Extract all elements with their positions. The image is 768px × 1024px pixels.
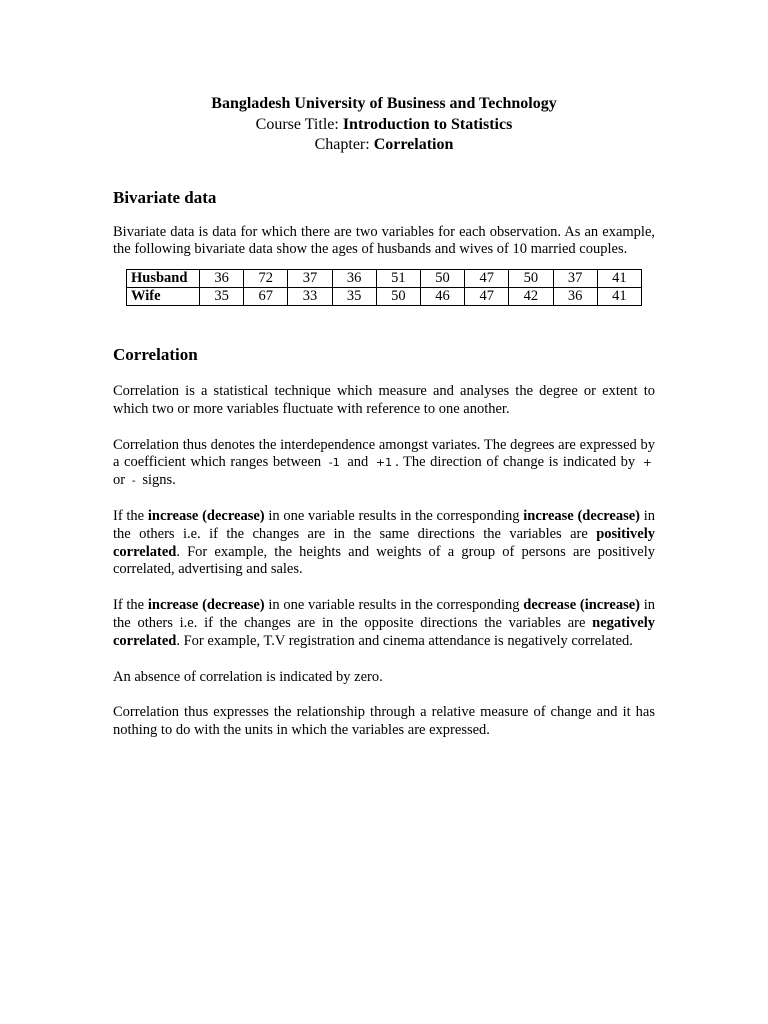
bivariate-heading: Bivariate data xyxy=(113,187,217,207)
course-title-line xyxy=(113,115,655,136)
absence-of-correlation-paragraph: An absence of correlation is indicated by zero. xyxy=(113,668,383,685)
correlation-degree-paragraph xyxy=(113,437,655,490)
chapter-label: Chapter: xyxy=(314,136,374,153)
bivariate-table xyxy=(126,269,642,306)
table-cell: 47 xyxy=(465,270,509,288)
table-cell: 37 xyxy=(553,270,597,288)
chapter-line xyxy=(113,135,655,156)
positive-text-1: If the xyxy=(113,508,148,525)
table-row-label: Wife xyxy=(127,288,200,306)
table-cell: 33 xyxy=(288,288,332,306)
degree-text-2: and xyxy=(342,454,373,471)
table-cell: 67 xyxy=(244,288,288,306)
negative-text-1: If the xyxy=(113,597,148,614)
plus-sign-symbol: + xyxy=(642,456,652,470)
course-title: Introduction to Statistics xyxy=(342,115,513,133)
table-cell: 41 xyxy=(597,270,641,288)
course-title-label: Course Title: xyxy=(255,115,343,133)
minus-sign-symbol: - xyxy=(131,474,136,488)
positive-correlation-paragraph xyxy=(113,508,655,579)
negative-text-2: in one variable results in the corresponding xyxy=(264,597,524,614)
positive-text-4: . For example, the heights and weights of a group of persons are positively correlated, advertising and sales. xyxy=(113,543,655,578)
plus-one-symbol: +1 xyxy=(375,456,393,470)
negative-text-4: . For example, T.V registration and cinema attendance is negatively correlated. xyxy=(176,632,633,649)
negative-bold-3: negatively correlated xyxy=(113,615,655,649)
table-cell: 35 xyxy=(200,288,244,306)
negative-bold-1: increase (decrease) xyxy=(147,597,265,614)
table-cell: 35 xyxy=(332,288,376,306)
correlation-definition-paragraph: Correlation is a statistical technique which measure and analyses the degree or extent to which two or more variables fluctuate with reference to one another. xyxy=(113,383,655,417)
degree-text-1: Correlation thus denotes the interdependence amongst variates. The degrees are expressed by a coefficient which ranges between xyxy=(113,436,655,471)
table-cell: 42 xyxy=(509,288,553,306)
table-cell: 36 xyxy=(553,288,597,306)
table-cell: 46 xyxy=(420,288,464,306)
table-cell: 36 xyxy=(200,270,244,288)
negative-correlation-paragraph xyxy=(113,597,655,650)
table-cell: 37 xyxy=(288,270,332,288)
table-cell: 47 xyxy=(465,288,509,306)
table-row xyxy=(127,288,642,306)
table-cell: 41 xyxy=(597,288,641,306)
bivariate-paragraph: Bivariate data is data for which there are two variables for each observation. As an example, the following bivariate data show the ages of husbands and wives of 10 married couples. xyxy=(113,223,655,258)
positive-bold-2: increase (decrease) xyxy=(523,508,640,525)
positive-bold-3: positively correlated xyxy=(113,525,655,560)
table-cell: 50 xyxy=(420,270,464,288)
document-header xyxy=(113,94,655,156)
correlation-heading: Correlation xyxy=(113,345,198,365)
positive-text-2: in one variable results in the corresponding xyxy=(264,508,524,525)
degree-text-3: . The direction of change is indicated by xyxy=(395,454,640,471)
document-page xyxy=(113,94,655,740)
table-row-label: Husband xyxy=(127,270,200,288)
chapter-title: Correlation xyxy=(373,136,454,153)
table-cell: 36 xyxy=(332,270,376,288)
table-cell: 50 xyxy=(509,270,553,288)
table-cell: 50 xyxy=(376,288,420,306)
positive-bold-1: increase (decrease) xyxy=(147,508,265,525)
table-cell: 72 xyxy=(244,270,288,288)
positive-text-3: in the others i.e. if the changes are in the same directions the variables are xyxy=(113,508,656,542)
negative-bold-2: decrease (increase) xyxy=(523,597,640,614)
table-row xyxy=(127,270,642,288)
negative-text-3: in the others i.e. if the changes are in the opposite directions the variables are xyxy=(113,597,656,632)
degree-text-4: or xyxy=(113,472,129,489)
degree-text-5: signs. xyxy=(138,472,176,489)
university-name: Bangladesh University of Business and Technology xyxy=(211,95,557,112)
relative-measure-paragraph: Correlation thus expresses the relationship through a relative measure of change and it has nothing to do with the units in which the variables are expressed. xyxy=(113,704,655,739)
table-cell: 51 xyxy=(376,270,420,288)
minus-one-symbol: -1 xyxy=(328,456,340,470)
